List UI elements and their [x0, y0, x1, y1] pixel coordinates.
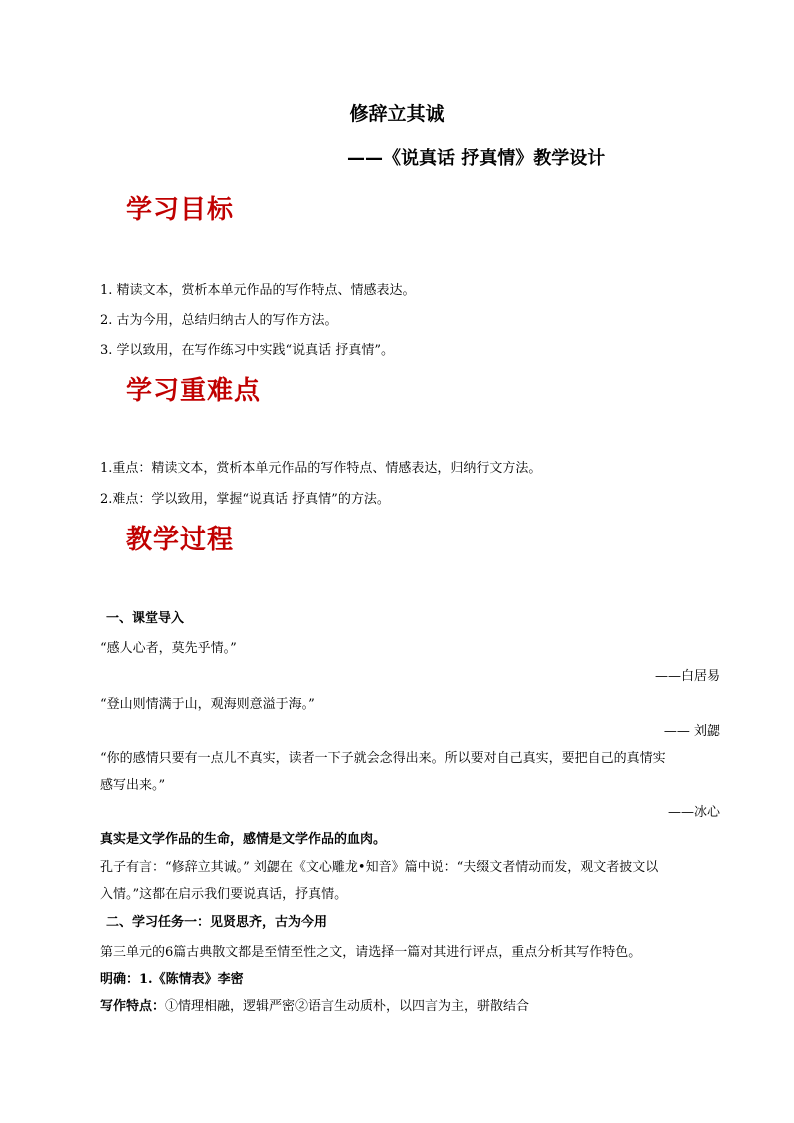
- document-title: 修辞立其诚: [349, 103, 445, 125]
- summary-line: 真实是文学作品的生命，感情是文学作品的血肉。: [100, 832, 387, 847]
- goal-item-1: 1. 精读文本，赏析本单元作品的写作特点、情感表达。: [100, 283, 416, 298]
- writing-features: [100, 997, 529, 1017]
- part2-heading: 二、学习任务一：见贤思齐，古为今用: [106, 915, 328, 930]
- key-point-item-1: 1.重点：精读文本，赏析本单元作品的写作特点、情感表达，归纳行文方法。: [100, 461, 542, 476]
- writing-features-text: ①情理相融，逻辑严密②语言生动质朴，以四言为主，骈散结合: [165, 999, 530, 1014]
- section-heading-goals: 学习目标: [126, 195, 235, 225]
- task-description: 第三单元的6篇古典散文都是至情至性之文，请选择一篇对其进行评点，重点分析其写作特色。: [100, 945, 642, 960]
- quote-1: “感人心者，莫先乎情。”: [100, 641, 237, 656]
- answer-label: 明确：1.《陈情表》李密: [100, 972, 244, 987]
- goal-item-2: 2. 古为今用，总结归纳古人的写作方法。: [100, 313, 338, 328]
- quote-3-line-2: 感写出来。”: [100, 778, 166, 793]
- writing-features-label: 写作特点：: [100, 999, 166, 1014]
- quote-1-source: ——白居易: [654, 669, 720, 684]
- goal-item-3: 3. 学以致用，在写作练习中实践“说真话 抒真情”。: [100, 343, 394, 358]
- confucius-para-line-2: 入情。”这都在启示我们要说真话，抒真情。: [100, 887, 348, 902]
- part1-heading: 一、课堂导入: [106, 611, 185, 626]
- confucius-para-line-1: 孔子有言：“修辞立其诚。” 刘勰在《文心雕龙•知音》篇中说：“夫缀文者情动而发，观文者披文以: [100, 860, 659, 875]
- section-heading-process: 教学过程: [126, 525, 235, 555]
- quote-3-line-1: “你的感情只要有一点儿不真实，读者一下子就会念得出来。所以要对自己真实，要把自己的真情实: [100, 751, 666, 766]
- section-heading-key-points: 学习重难点: [126, 376, 262, 406]
- quote-2-source: —— 刘勰: [663, 724, 720, 739]
- quote-3-source: ——冰心: [667, 805, 720, 820]
- document-subtitle: ——《说真话 抒真情》教学设计: [347, 148, 606, 169]
- quote-2: “登山则情满于山，观海则意溢于海。”: [100, 697, 315, 712]
- key-point-item-2: 2.难点：学以致用，掌握“说真话 抒真情”的方法。: [100, 492, 390, 507]
